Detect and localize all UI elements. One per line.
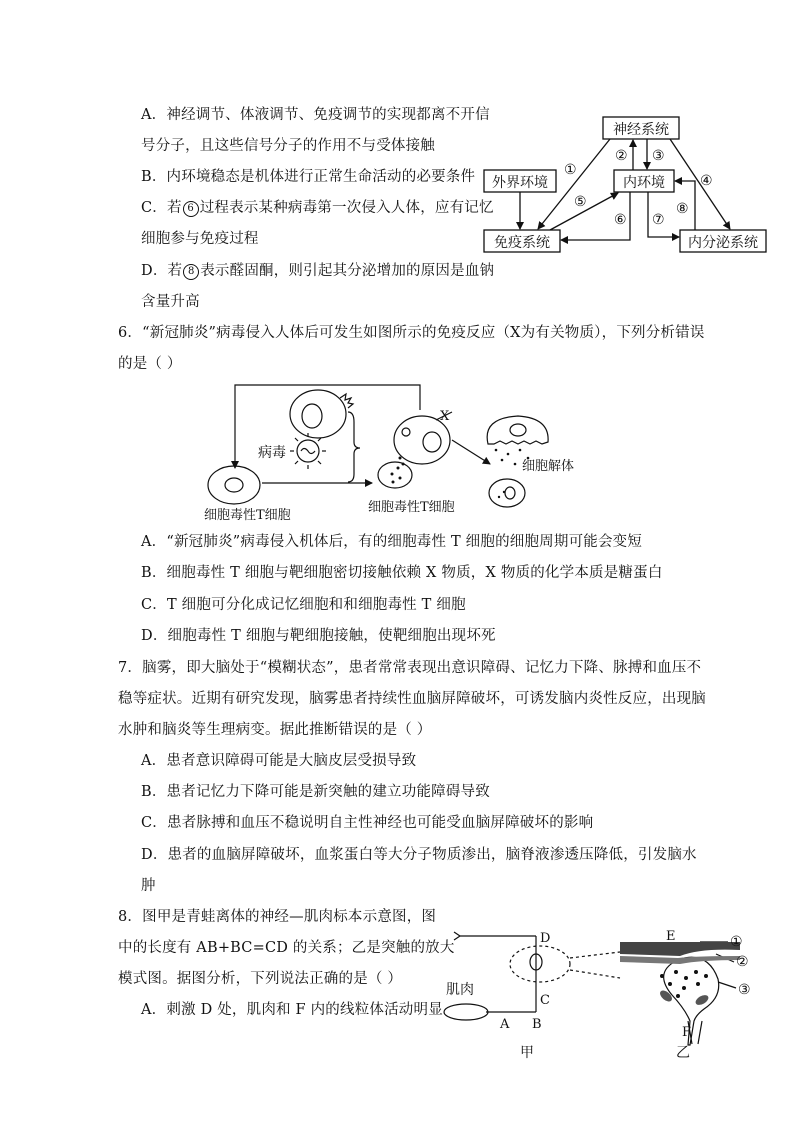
arrow-num-7: ⑦ — [652, 212, 665, 228]
q7-option-d-line2: 肿 — [141, 878, 156, 894]
synapse-dashed-ellipse — [510, 946, 570, 982]
q8-nerve-muscle-figure — [440, 926, 780, 1066]
q7-stem-line2: 稳等症状。近期有研究发现，脑雾患者持续性血脑屏障破坏，可诱发脑内炎性反应，出现脑 — [118, 691, 706, 707]
point-d-label: D — [540, 931, 551, 946]
marker-2-label: ② — [736, 954, 749, 970]
q5-option-a-line2: 号分子，且这些信号分子的作用不与受体接触 — [141, 138, 435, 154]
q5-option-d-line2: 含量升高 — [141, 294, 200, 310]
arrow-num-1: ① — [564, 162, 577, 178]
q7-option-d-line1: D．患者的血脑屏障破坏，血浆蛋白等大分子物质渗出，脑脊液渗透压降低，引发脑水 — [141, 847, 697, 863]
q6-option-d: D．细胞毒性 T 细胞与靶细胞接触，使靶细胞出现坏死 — [141, 628, 496, 644]
point-c-label: C — [540, 993, 550, 1008]
q7-stem-line1: 7．脑雾，即大脑处于“模糊状态”，患者常常表现出意识障碍、记忆力下降、脉搏和血压不 — [118, 660, 702, 676]
q7-option-c: C．患者脉搏和血压不稳说明自主性神经也可能受血脑屏障破坏的影响 — [141, 815, 594, 831]
t-cell-label-left: 细胞毒性T细胞 — [204, 508, 291, 522]
muscle-shape — [444, 1004, 488, 1020]
muscle-label: 肌肉 — [446, 982, 474, 998]
q6-immune-figure — [200, 380, 600, 522]
q5-option-d-circled-number: 8 — [183, 264, 199, 280]
nervous-system-label: 神经系统 — [613, 122, 669, 138]
immune-system-label: 免疫系统 — [494, 235, 550, 251]
point-b-label: B — [532, 1017, 542, 1032]
point-f-label: F — [682, 1025, 692, 1040]
figure-yi-label: 乙 — [676, 1045, 690, 1061]
arrow-num-8: ⑧ — [676, 201, 689, 217]
q5-option-c-line1 — [141, 196, 494, 217]
cytotoxic-t-cell-left — [208, 466, 260, 504]
cytotoxic-t-cell-right — [378, 462, 412, 488]
internal-env-label: 内环境 — [623, 175, 665, 191]
point-a-label: A — [500, 1017, 510, 1032]
arrow-num-6: ⑥ — [614, 212, 627, 228]
q5-option-d-line1 — [141, 259, 494, 280]
q6-stem-line2: 的是（ ） — [118, 356, 182, 372]
arrow-num-3: ③ — [652, 148, 665, 164]
marker-1-label: ① — [730, 934, 743, 950]
arrow-num-2: ② — [615, 148, 628, 164]
q6-stem-line1: 6．“新冠肺炎”病毒侵入人体后可发生如图所示的免疫反应（X为有关物质），下列分析错误 — [118, 325, 705, 341]
arrow-num-5: ⑤ — [574, 194, 587, 210]
marker-3-label: ③ — [738, 982, 751, 998]
q7-stem-line3: 水肿和脑炎等生理病变。据此推断错误的是（ ） — [118, 722, 432, 738]
endocrine-system-label: 内分泌系统 — [688, 235, 758, 251]
arrow-num-4: ④ — [700, 173, 713, 189]
q8-stem-line3: 模式图。据图分析，下列说法正确的是（ ） — [118, 971, 403, 987]
q5-option-c-prefix: C．若 — [141, 200, 182, 216]
q6-option-c: C．T 细胞可分化成记忆细胞和和细胞毒性 T 细胞 — [141, 597, 466, 613]
q5-option-a-line1: A．神经调节、体液调节、免疫调节的实现都离不开信 — [141, 107, 490, 123]
q5-option-c-text: 过程表示某种病毒第一次侵入人体，应有记忆 — [199, 200, 494, 216]
cytotoxic-t-cell-bottom — [489, 479, 525, 507]
point-e-label: E — [666, 929, 676, 944]
figure-jia-label: 甲 — [520, 1045, 534, 1061]
external-env-label: 外界环境 — [492, 175, 548, 191]
q8-stem-line2: 中的长度有 AB+BC=CD 的关系；乙是突触的放大 — [118, 940, 455, 956]
synaptic-knob — [664, 957, 719, 1045]
q5-option-c-line2: 细胞参与免疫过程 — [141, 231, 259, 247]
q6-option-a: A．“新冠肺炎”病毒侵入机体后，有的细胞毒性 T 细胞的细胞周期可能会变短 — [141, 534, 643, 550]
q5-regulation-diagram — [480, 112, 770, 257]
q7-option-a: A．患者意识障碍可能是大脑皮层受损导致 — [141, 753, 417, 769]
t-cell-label-right: 细胞毒性T细胞 — [368, 500, 455, 515]
antigen-presenting-cell — [290, 390, 346, 438]
q8-stem-line1: 8．图甲是青蛙离体的神经—肌肉标本示意图，图 — [118, 909, 437, 925]
q5-option-d-prefix: D．若 — [141, 263, 183, 279]
q8-option-a: A．刺激 D 处，肌肉和 F 内的线粒体活动明显 — [141, 1002, 443, 1018]
q5-option-b: B．内环境稳态是机体进行正常生命活动的必要条件 — [141, 169, 476, 185]
cell-lysis-label: 细胞解体 — [522, 459, 575, 474]
virus-label: 病毒 — [258, 445, 286, 461]
x-substance-label: X — [440, 409, 450, 424]
q5-option-c-circled-number: 6 — [183, 201, 199, 217]
q5-option-d-text: 表示醛固酮，则引起其分泌增加的原因是血钠 — [200, 263, 495, 279]
q6-option-b: B．细胞毒性 T 细胞与靶细胞密切接触依赖 X 物质，X 物质的化学本质是糖蛋白 — [141, 565, 663, 581]
lysed-cell — [487, 416, 548, 444]
q7-option-b: B．患者记忆力下降可能是新突触的建立功能障碍导致 — [141, 784, 490, 800]
